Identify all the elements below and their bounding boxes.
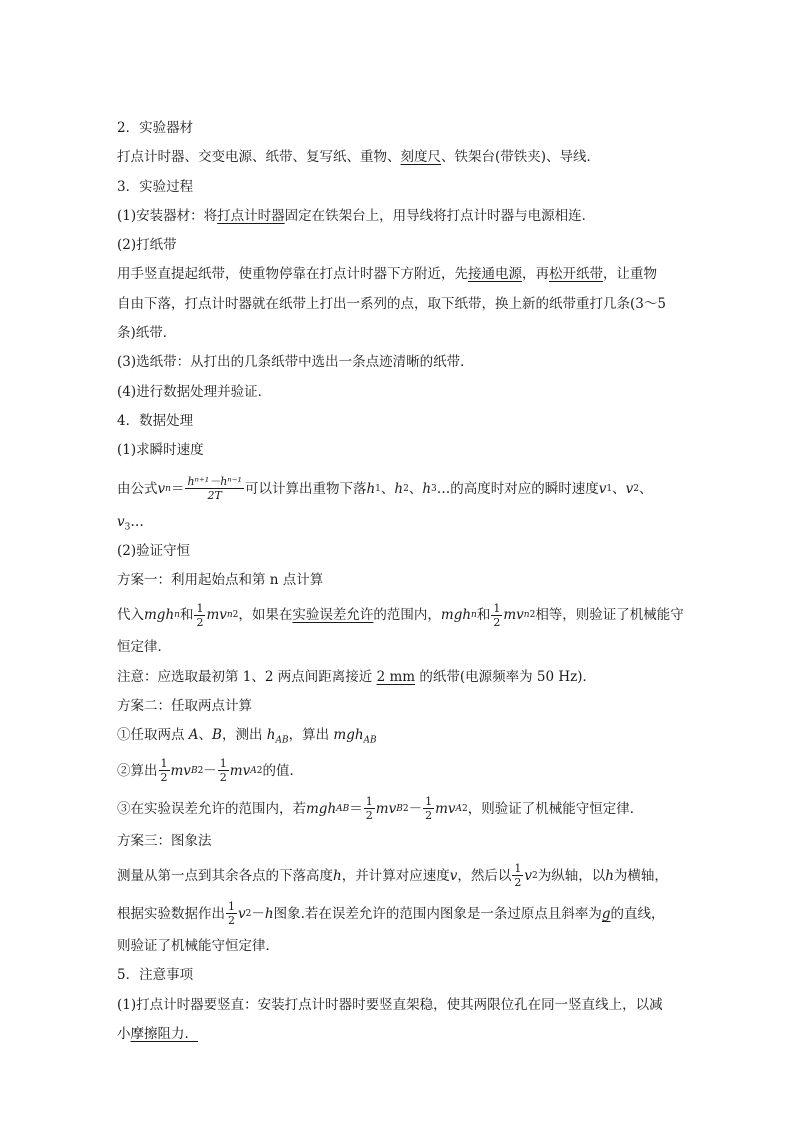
velocity-formula-cont: $v_3\dots$: [117, 513, 144, 533]
fraction-half: $\frac{1}{2}$: [196, 601, 204, 629]
plan-1-line-1: 代入 mgh n 和 $\frac{1}{2}$ mv n 2 ，如果在 实验误差允许 的范围内， mgh n 和 $\frac{1}{2}$ mv n 2 相等，则验证了机械能守: [117, 601, 684, 629]
equipment-list: 打点计时器、交变电源、纸带、复写纸、重物、刻度尺、铁架台(带铁夹)、导线．: [117, 149, 601, 166]
fraction-half: $\frac{1}{2}$: [514, 862, 522, 890]
caution-1-line-1: (1)打点计时器要竖直：安装打点计时器时要竖直架稳，使其两限位孔在同一竖直线上，以减: [117, 996, 663, 1013]
section-3-heading: 3．实验过程: [117, 178, 194, 195]
plan-1-line-2: 恒定律．: [117, 639, 171, 656]
note-line: 注意：应选取最初第 1、2 两点间距离接近 2 mm 的纸带(电源频率为 50 Hz)．: [117, 668, 597, 685]
plan-2-step-1: ①任取两点 A、B，测出 $h_{AB}$，算出 mgh$_{AB}$: [117, 727, 377, 747]
fraction-half: $\frac{1}{2}$: [493, 601, 501, 629]
velocity-fraction: $\frac{\text{hⁿ⁺¹－hⁿ⁻¹}}{2T}$: [187, 475, 242, 503]
fraction-half: $\frac{1}{2}$: [160, 757, 168, 785]
plan-2-step-2: ②算出 $\frac{1}{2}$ mv B 2 － $\frac{1}{2}$ mv A 2 的值．: [117, 757, 303, 785]
velocity-formula-line: 由公式 v n ＝ $\frac{\text{hⁿ⁺¹－hⁿ⁻¹}}{2T}$ 可以计算出重物下落 h 1 、 h 2 、 h 3 …的高度时对应的瞬时速度 v 1 、 v 2 、: [117, 475, 653, 503]
section-4-heading: 4．数据处理: [117, 412, 194, 429]
step-tape-title: (2)打纸带: [117, 237, 177, 254]
conservation-subheading: (2)验证守恒: [117, 542, 191, 559]
fraction-half: $\frac{1}{2}$: [425, 795, 433, 823]
fraction-half: $\frac{1}{2}$: [228, 900, 235, 928]
plan-3-line-2: 根据实验数据作出 $\frac{1}{2}$ v 2 － h 图象.若在误差允许的范围内图象是一条过原点且斜率为 g 的直线，: [117, 900, 665, 928]
plan-2-title: 方案二：任取两点计算: [117, 698, 252, 715]
plan-3-line-3: 则验证了机械能守恒定律．: [117, 937, 279, 954]
plan-3-line-1: 测量从第一点到其余各点的下落高度 h ，并计算对应速度 v ，然后以 $\frac{1}{2}$ v 2 为纵轴，以 h 为横轴，: [117, 862, 668, 890]
step-select-tape: (3)选纸带：从打出的几条纸带中选出一条点迹清晰的纸带．: [117, 354, 474, 371]
step-tape-line-1: 用手竖直提起纸带，使重物停靠在打点计时器下方附近，先接通电源，再松开纸带，让重物: [117, 266, 657, 283]
document-body: [117, 118, 682, 1053]
fraction-half: $\frac{1}{2}$: [365, 795, 373, 823]
section-2-heading: 2．实验器材: [117, 120, 194, 136]
step-tape-line-3: 条)纸带．: [117, 325, 177, 342]
plan-3-title: 方案三：图象法: [117, 832, 212, 849]
plan-2-step-3: ③在实验误差允许的范围内，若 mgh AB ＝ $\frac{1}{2}$ mv B 2 － $\frac{1}{2}$ mv A 2 ，则验证了机械能守恒定律．: [117, 795, 644, 823]
fraction-half: $\frac{1}{2}$: [219, 757, 227, 785]
section-5-heading: 5．注意事项: [117, 967, 194, 984]
caution-1-line-2: 小摩擦阻力．: [117, 1025, 198, 1042]
step-tape-line-2: 自由下落，打点计时器就在纸带上打出一系列的点，取下纸带，换上新的纸带重打几条(3～5: [117, 295, 666, 312]
step-install: (1)安装器材：将打点计时器固定在铁架台上，用导线将打点计时器与电源相连．: [117, 207, 596, 224]
plan-1-title: 方案一：利用起始点和第 n 点计算: [117, 572, 324, 589]
velocity-subheading: (1)求瞬时速度: [117, 442, 204, 459]
step-verify: (4)进行数据处理并验证．: [117, 383, 272, 400]
